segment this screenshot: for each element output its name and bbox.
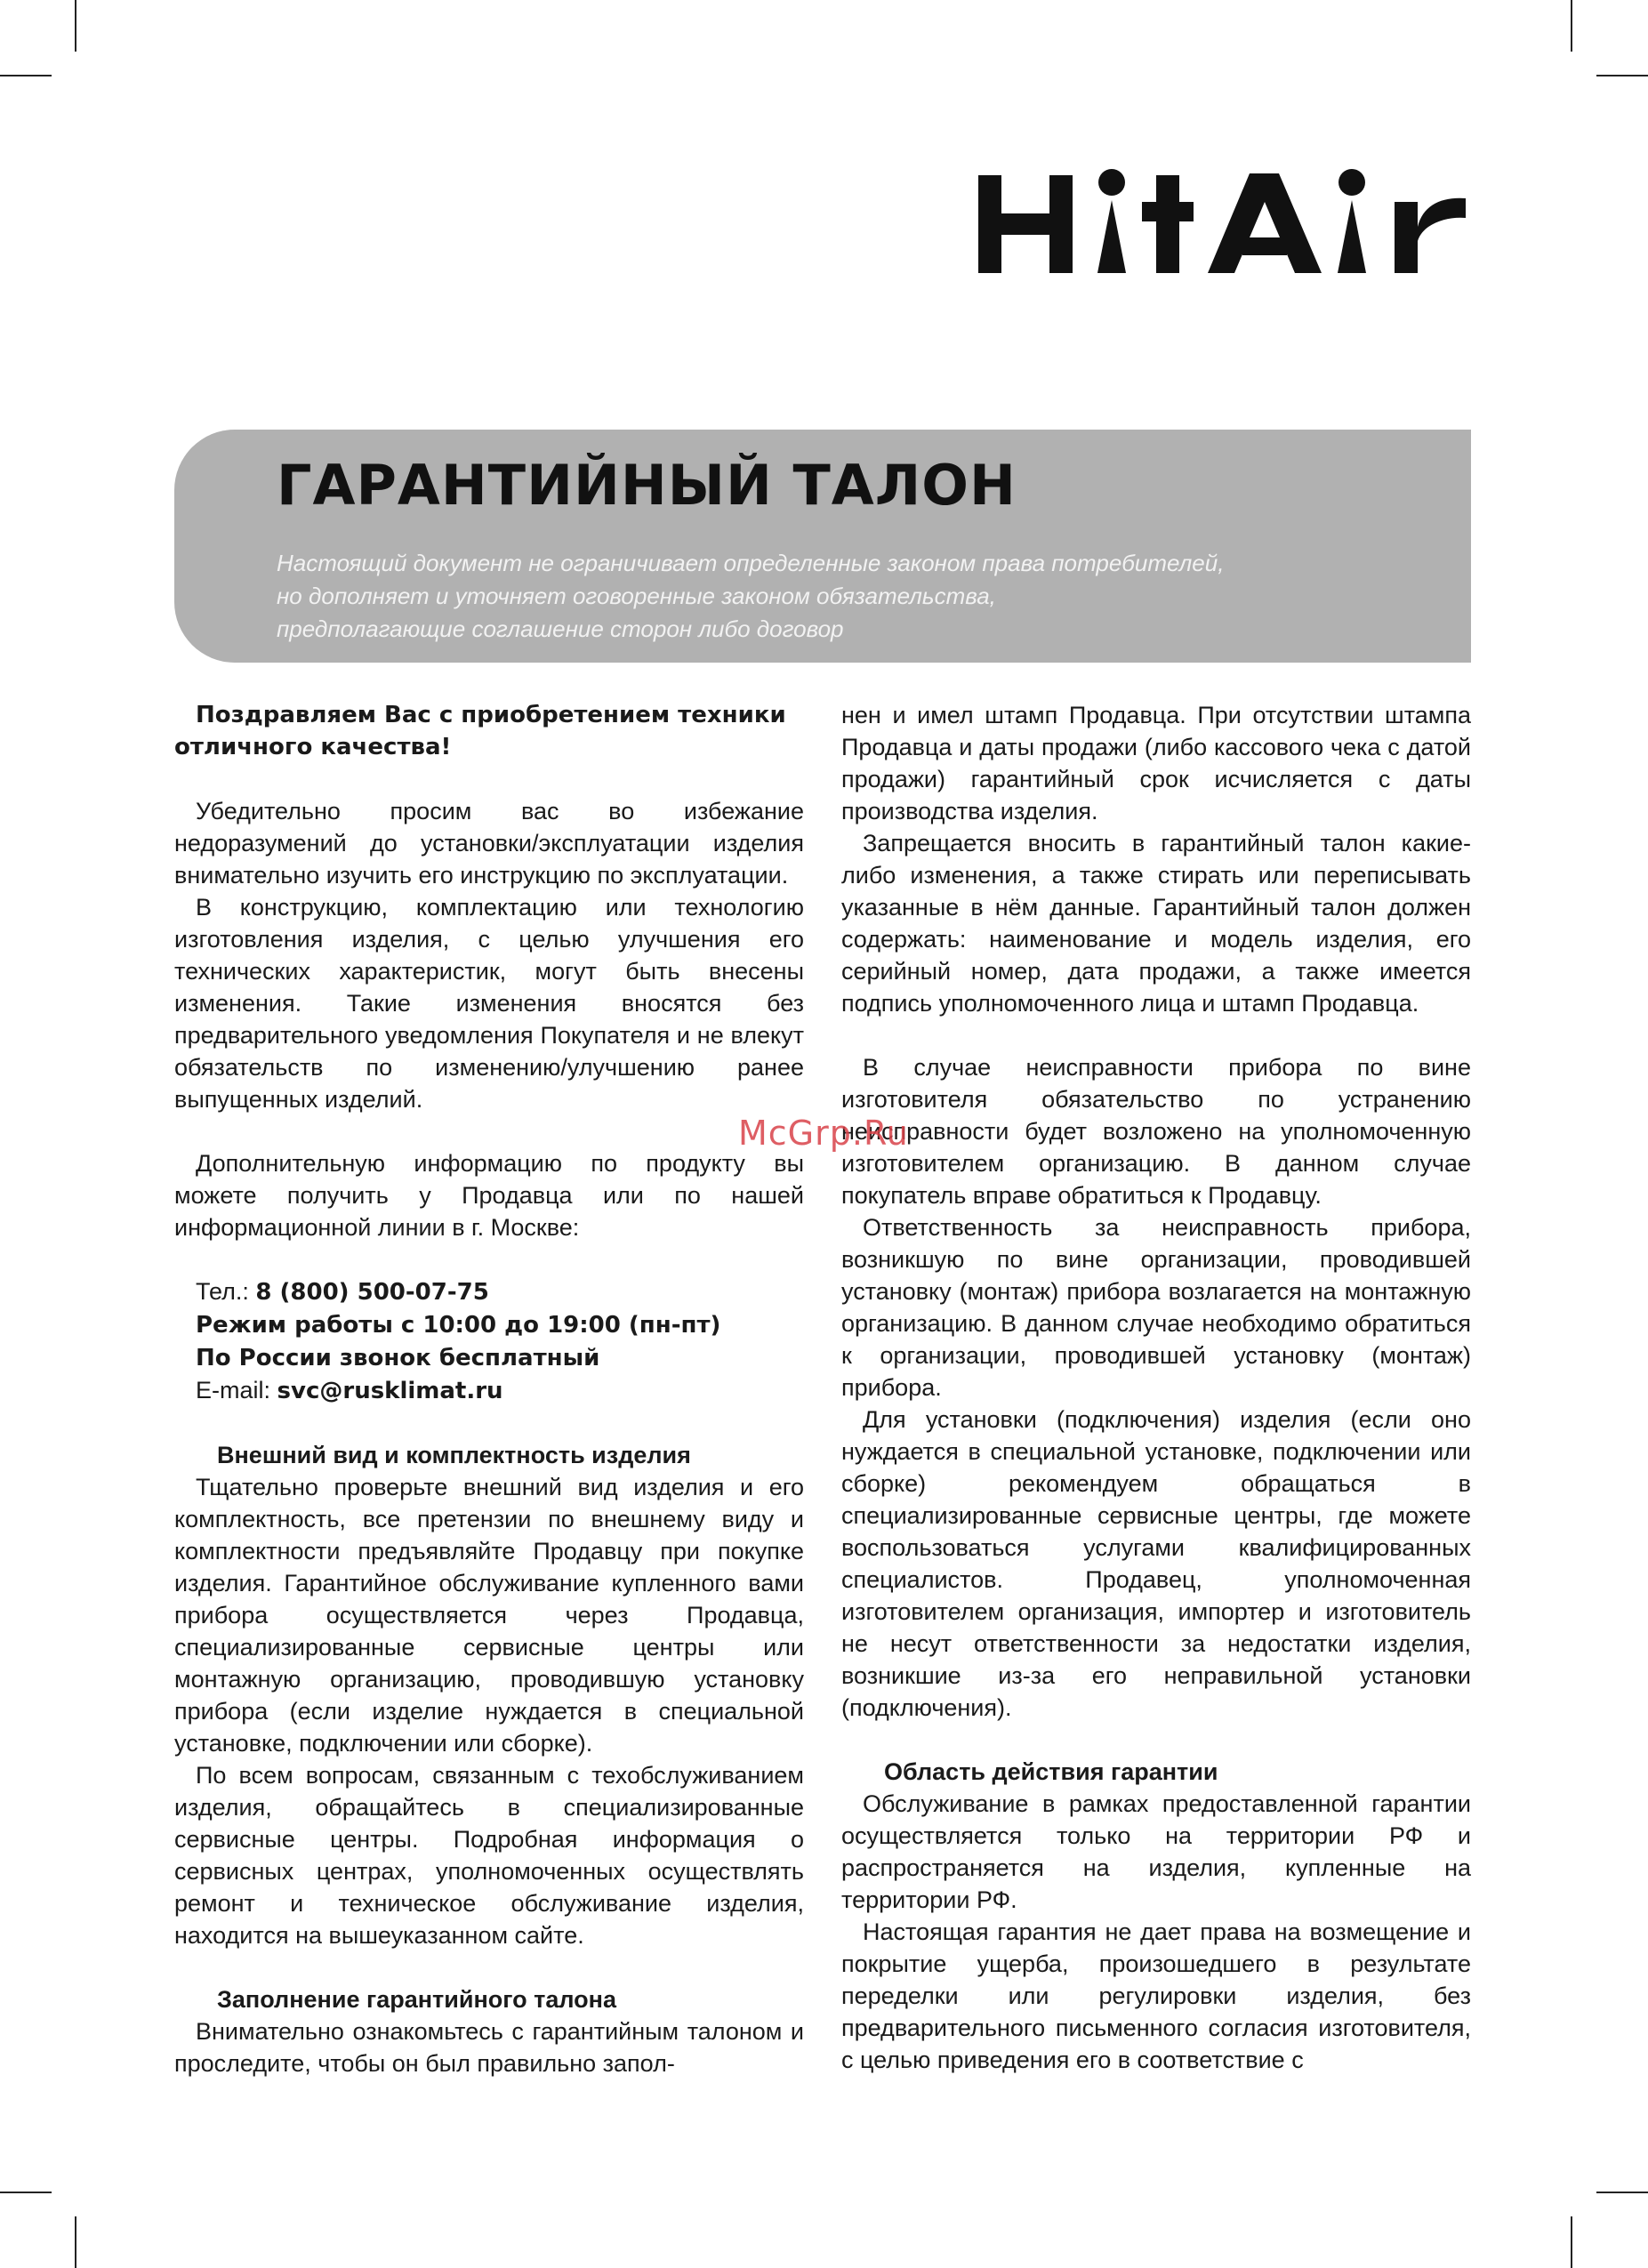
hours-line xyxy=(174,1308,804,1341)
subtitle-line: но дополняет и уточняет оговоренные законом обязательства, xyxy=(277,583,996,609)
crop-mark xyxy=(1596,75,1648,76)
free-call-note: По России звонок бесплатный xyxy=(196,1345,600,1371)
phone-label: Тел.: xyxy=(196,1278,249,1305)
section-heading: Заполнение гарантийного талона xyxy=(217,1986,616,2013)
contact-block xyxy=(174,1275,804,1407)
email-address: svc@rusklimat.ru xyxy=(277,1378,503,1404)
paragraph: Для установки (подключения) изделия (если оно нуждается в специальной установке, подключении или сборке) рекомендуем обращаться в специализированные сервисные центры, где можете воспользоваться услугами квалифицированных специалистов. Продавец, уполномоченная изготовителем организация, импортер и изготовитель не несут ответственности за недостатки изделия, возникшие из-за его неправильной установки (подключения). xyxy=(841,1406,1471,1721)
paragraph: Убедительно просим вас во избежание недоразумений до установки/эксплуатации изделия внимательно изучить его инструкцию по эксплуатации. xyxy=(174,798,804,889)
crop-mark xyxy=(1596,2192,1648,2193)
paragraph: нен и имел штамп Продавца. При отсутствии штампа Продавца и даты продажи (либо кассового чека с датой продажи) гарантийный срок исчисляется с даты производства изделия. xyxy=(841,702,1471,824)
paragraph: В конструкцию, комплектацию или технологию изготовления изделия, с целью улучшения его технических характеристик, могут быть внесены изменения. Такие изменения вносятся без предварительного уведомления Покупателя и не влекут обязательств по изменению/улучшению ранее выпущенных изделий. xyxy=(174,894,804,1113)
paragraph: Внимательно ознакомьтесь с гарантийным талоном и проследите, чтобы он был правильно запол- xyxy=(174,2018,804,2077)
crop-mark xyxy=(0,75,52,76)
paragraph: Запрещается вносить в гарантийный талон какие-либо изменения, а также стирать или переписывать указанные в нём данные. Гарантийный талон должен содержать: наименование и модель изделия, его серийный номер, дата продажи, а также имеется подпись уполномоченного лица и штамп Продавца. xyxy=(841,830,1471,1017)
crop-mark xyxy=(1571,2216,1572,2268)
subtitle-line: Настоящий документ не ограничивает определенные законом права потребителей, xyxy=(277,550,1225,576)
paragraph: Настоящая гарантия не дает права на возмещение и покрытие ущерба, произошедшего в результате переделки или регулировки изделия, без предварительного письменного согласия изготовителя, с целью приведения его в соответствие с xyxy=(841,1918,1471,2073)
hitair-logo xyxy=(978,165,1476,276)
right-column xyxy=(841,699,1471,2076)
crop-mark xyxy=(0,2192,52,2193)
header-subtitle xyxy=(277,547,1433,646)
paragraph: По всем вопросам, связанным с техобслуживанием изделия, обращайтесь в специализированные сервисные центры. Подробная информация о сервисных центрах, уполномоченных осуществлять ремонт и техническое обслуживание изделия, находится на вышеуказанном сайте. xyxy=(174,1762,804,1949)
free-call-line xyxy=(174,1341,804,1374)
greeting-heading: Поздравляем Вас с приобретением техники отличного качества! xyxy=(174,702,786,760)
watermark: McGrp.Ru xyxy=(738,1114,909,1153)
crop-mark xyxy=(1571,0,1572,52)
phone-line xyxy=(174,1275,804,1308)
working-hours: Режим работы с 10:00 до 19:00 (пн-пт) xyxy=(196,1312,721,1339)
subtitle-line: предполагающие соглашение сторон либо договор xyxy=(277,615,844,642)
page-title: ГАРАНТИЙНЫЙ ТАЛОН xyxy=(277,453,1017,518)
paragraph: Дополнительную информацию по продукту вы можете получить у Продавца или по нашей информационной линии в г. Москве: xyxy=(174,1150,804,1241)
left-column xyxy=(174,699,804,2079)
crop-mark xyxy=(75,0,76,52)
email-line xyxy=(174,1374,804,1407)
paragraph: Обслуживание в рамках предоставленной гарантии осуществляется только на территории РФ и распространяется на изделия, купленные на территории РФ. xyxy=(841,1790,1471,1913)
paragraph: Ответственность за неисправность прибора, возникшую по вине организации, проводившей установку (монтаж) прибора возлагается на монтажную организацию. В данном случае необходимо обратиться к организации, проводившей установку (монтаж) прибора. xyxy=(841,1214,1471,1401)
phone-number: 8 (800) 500-07-75 xyxy=(255,1279,489,1306)
header-band xyxy=(174,430,1471,663)
section-heading: Область действия гарантии xyxy=(884,1758,1218,1785)
paragraph: В случае неисправности прибора по вине изготовителя обязательство по устранению неисправности будет возложено на уполномоченную изготовителем организацию. В данном случае покупатель вправе обратиться к Продавцу. xyxy=(841,1054,1471,1209)
paragraph: Тщательно проверьте внешний вид изделия и его комплектность, все претензии по внешнему виду и комплектности предъявляйте Продавцу при покупке изделия. Гарантийное обслуживание купленного вами прибора осуществляется через Продавца, специализированные сервисные центры или монтажную организацию, проводившую установку прибора (если изделие нуждается в специальной установке, подключении или сборке). xyxy=(174,1474,804,1757)
crop-mark xyxy=(75,2216,76,2268)
email-label: E-mail: xyxy=(196,1377,271,1403)
section-heading: Внешний вид и комплектность изделия xyxy=(217,1442,691,1468)
